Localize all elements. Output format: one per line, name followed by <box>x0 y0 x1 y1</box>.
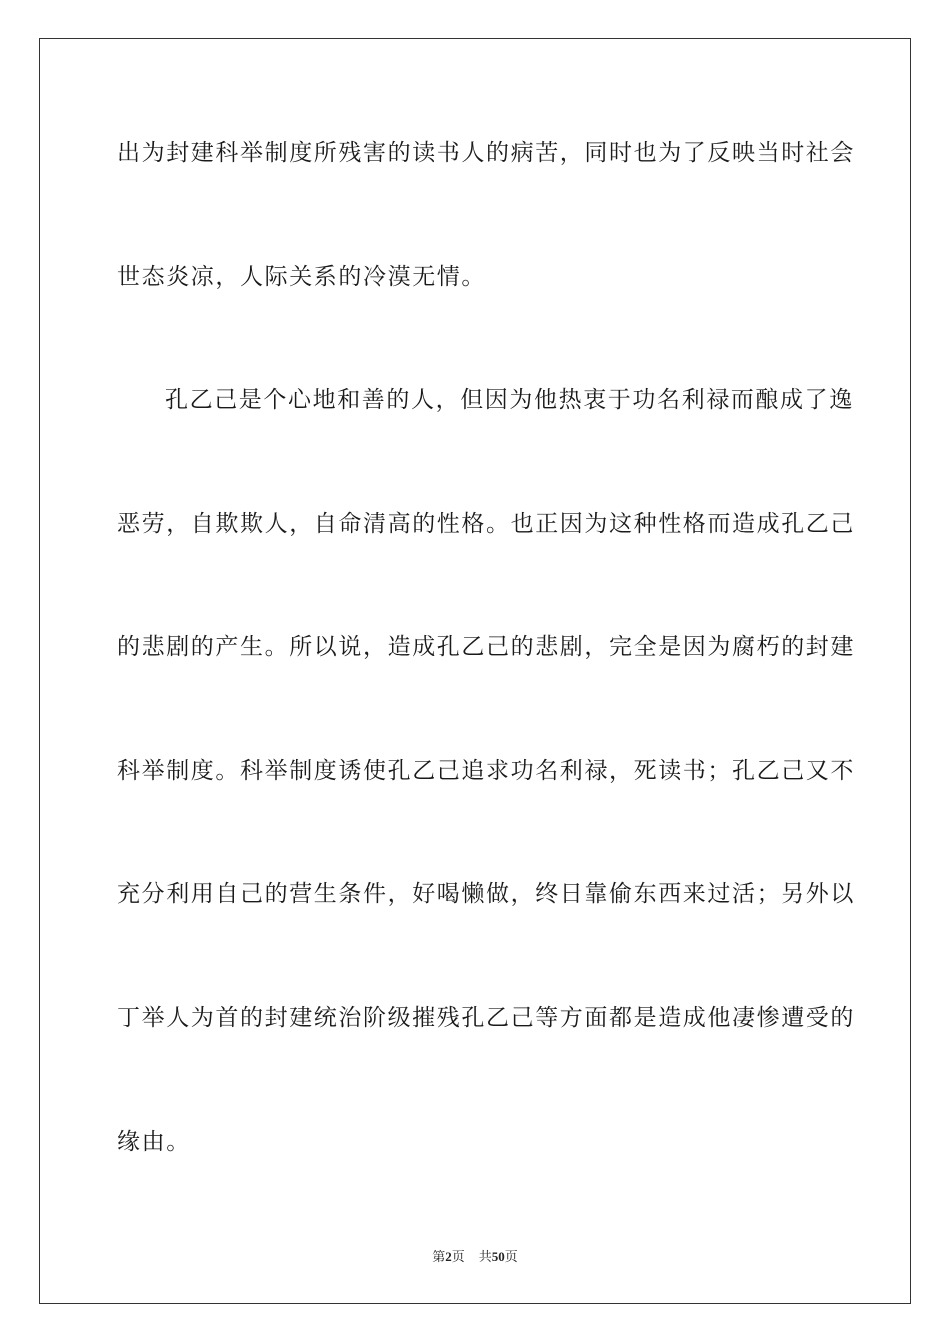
page-total: 50 <box>491 1249 505 1264</box>
page-border <box>39 38 911 1304</box>
total-suffix: 页 <box>504 1250 518 1265</box>
body-line-9: 缘由。 <box>117 1129 191 1155</box>
page-current: 2 <box>445 1249 452 1264</box>
body-line-6: 科举制度。科举制度诱使孔乙己追求功名利禄，死读书；孔乙己又不 <box>117 758 855 784</box>
body-line-3: 孔乙己是个心地和善的人，但因为他热衷于功名利禄而酿成了逸 <box>165 387 854 413</box>
body-line-5: 的悲剧的产生。所以说，造成孔乙己的悲剧，完全是因为腐朽的封建 <box>117 634 855 660</box>
body-line-8: 丁举人为首的封建统治阶级摧残孔乙己等方面都是造成他凄惨遭受的 <box>117 1005 855 1031</box>
page-footer <box>0 1248 950 1267</box>
page-suffix: 页 <box>451 1250 465 1265</box>
body-line-7: 充分利用自己的营生条件，好喝懒做，终日靠偷东西来过活；另外以 <box>117 881 855 907</box>
body-line-2: 世态炎凉，人际关系的冷漠无情。 <box>117 264 486 290</box>
page-prefix: 第 <box>432 1250 446 1265</box>
total-prefix: 共 <box>478 1250 492 1265</box>
body-line-4: 恶劳，自欺欺人，自命清高的性格。也正因为这种性格而造成孔乙己 <box>117 511 855 537</box>
body-line-1: 出为封建科举制度所残害的读书人的病苦，同时也为了反映当时社会 <box>117 140 855 166</box>
